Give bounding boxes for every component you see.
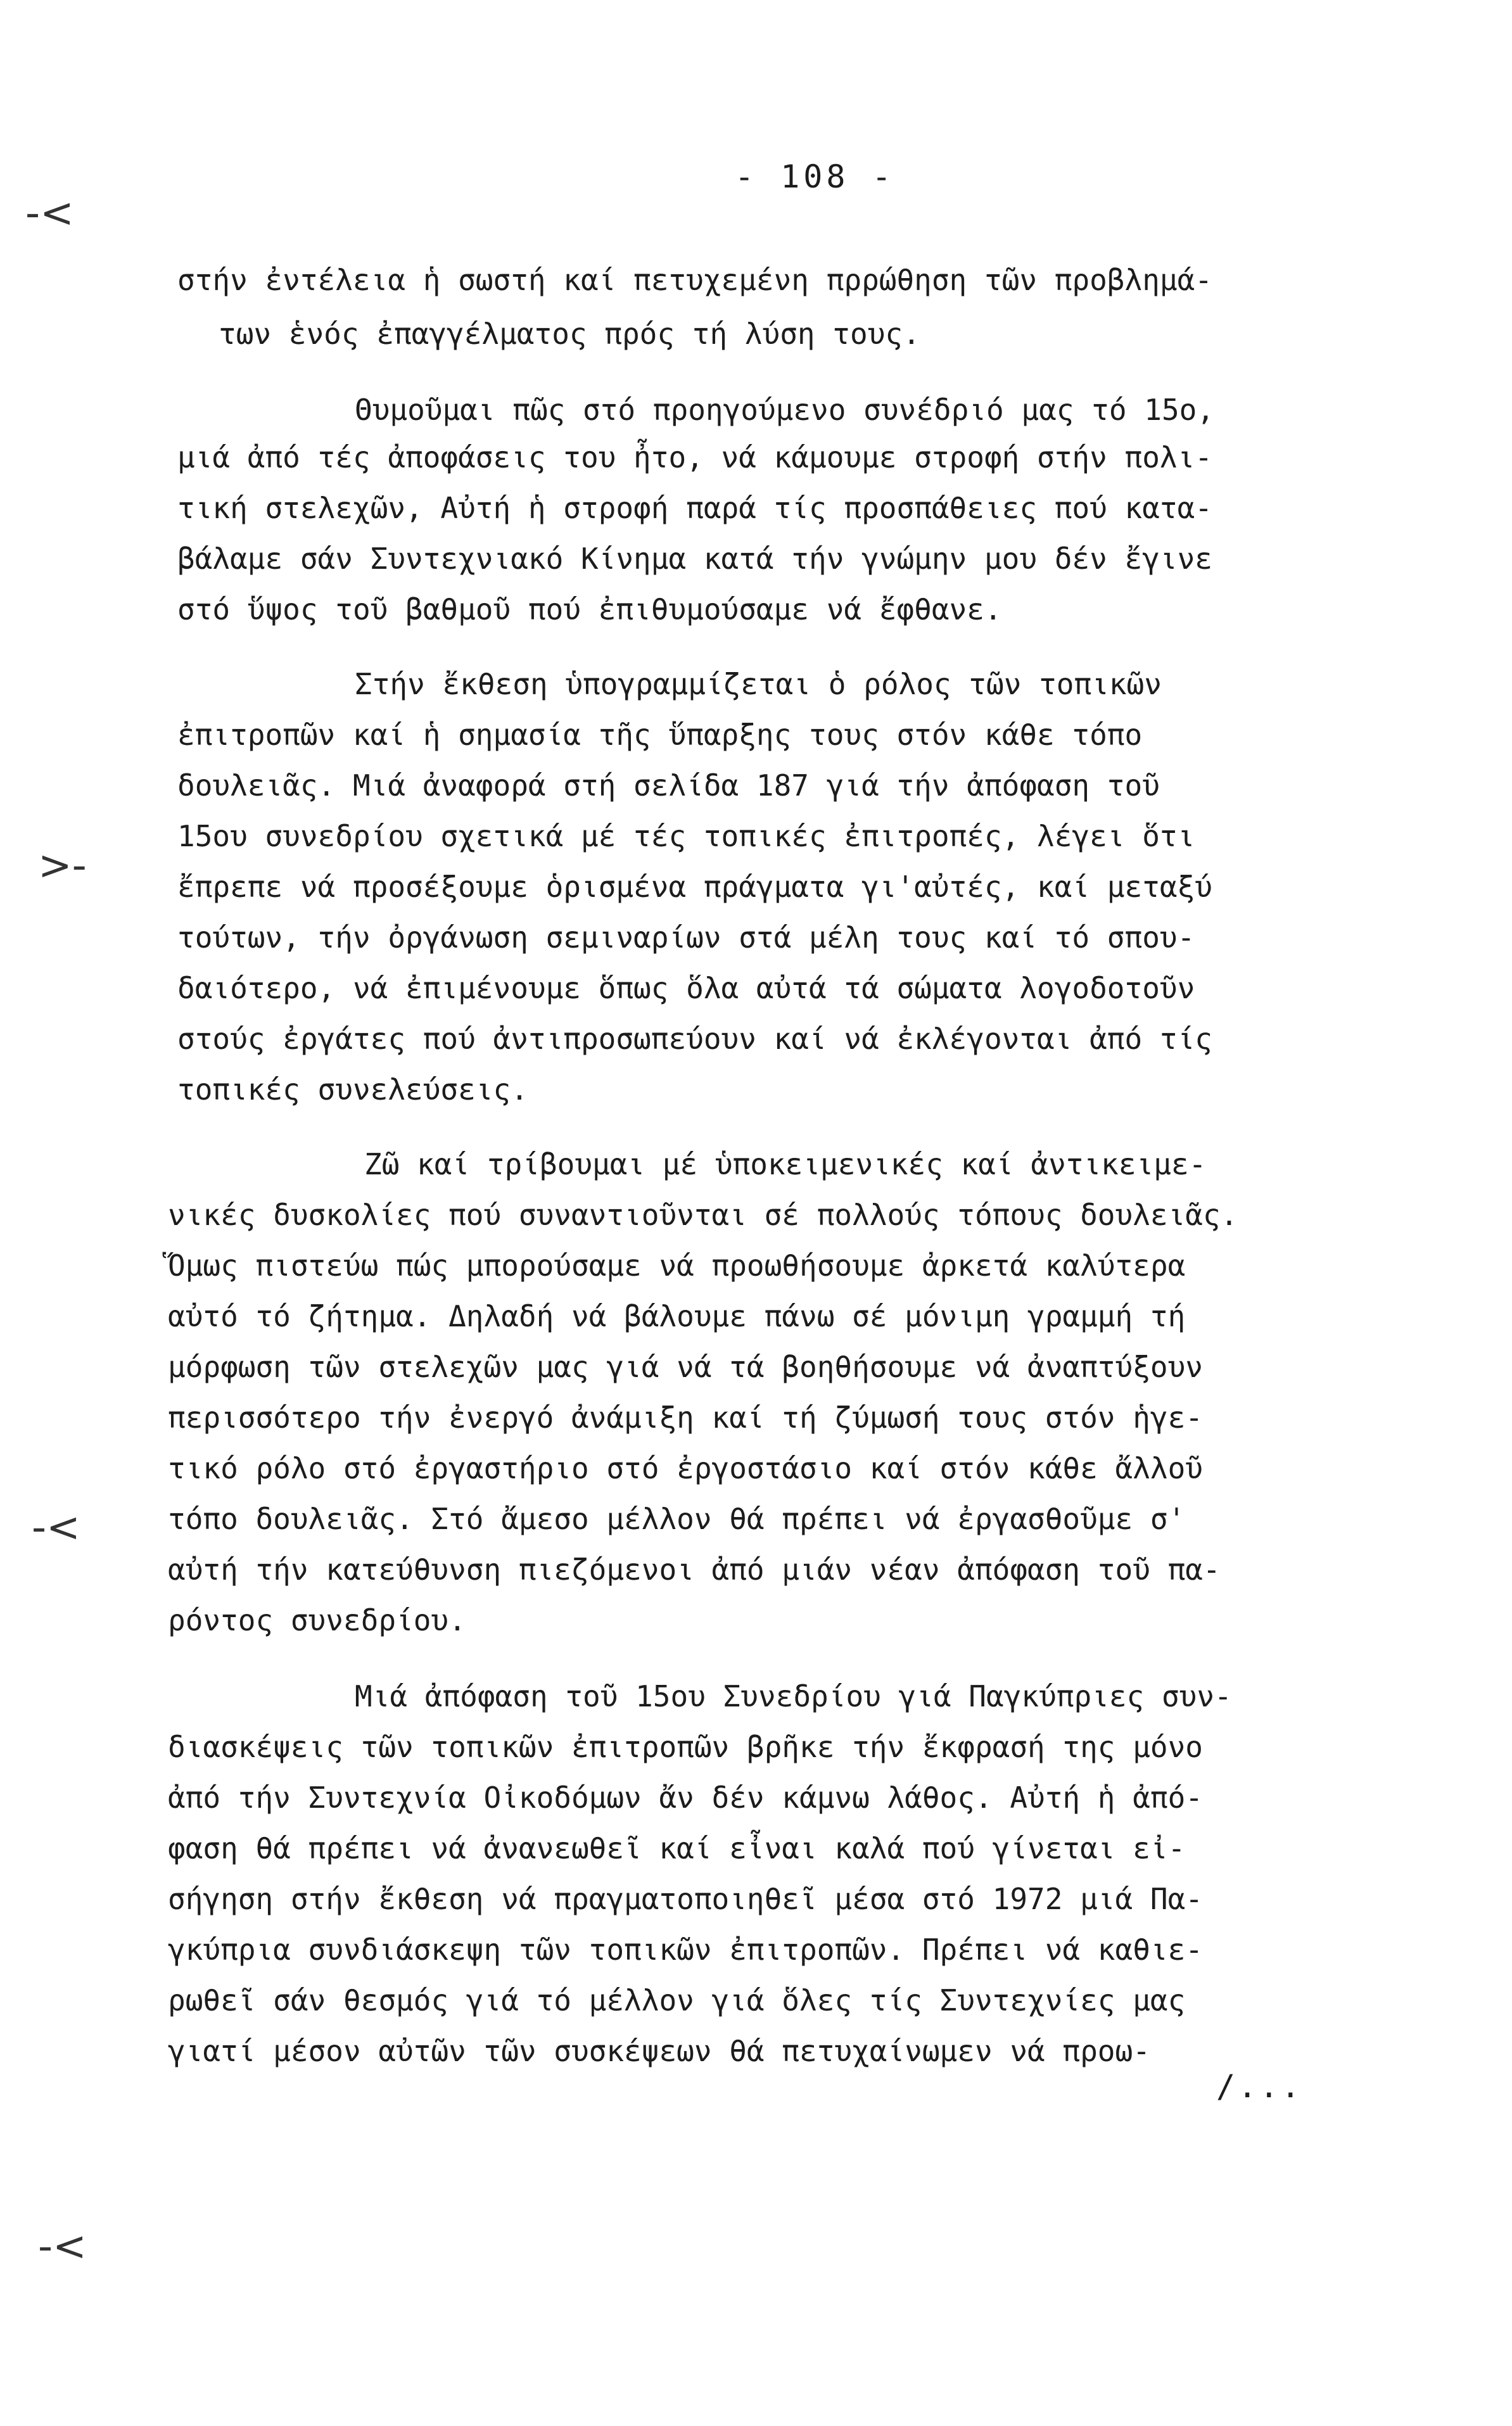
page-number: - 108 -: [735, 158, 895, 195]
margin-mark: -<: [38, 2223, 87, 2270]
text-line: αὐτό τό ζήτημα. Δηλαδή νά βάλουμε πάνω σέ μόνιμη γραμμή τή: [168, 1299, 1186, 1333]
text-line: περισσότερο τήν ἐνεργό ἀνάμιξη καί τή ζύμωσή τους στόν ἡγε-: [168, 1400, 1203, 1435]
text-line: ρωθεῖ σάν θεσμός γιά τό μέλλον γιά ὅλες τίς Συντεχνίες μας: [168, 1983, 1186, 2017]
text-line: 15ου συνεδρίου σχετικά μέ τές τοπικές ἐπιτροπές, λέγει ὅτι: [177, 819, 1195, 853]
text-line: ἀπό τήν Συντεχνία Οἰκοδόμων ἄν δέν κάμνω λάθος. Αὐτή ἡ ἀπό-: [168, 1781, 1203, 1815]
text-line: γιατί μέσον αὐτῶν τῶν συσκέψεων θά πετυχαίνωμεν νά προω-: [168, 2034, 1150, 2068]
text-line: φαση θά πρέπει νά ἀνανεωθεῖ καί εἶναι καλά πού γίνεται εἰ-: [168, 1831, 1186, 1865]
text-line: ἔπρεπε νά προσέξουμε ὁρισμένα πράγματα γι'αὐτές, καί μεταξύ: [177, 870, 1212, 904]
text-line: Ὅμως πιστεύω πώς μπορούσαμε νά προωθήσουμε ἀρκετά καλύτερα: [168, 1248, 1186, 1283]
text-line: νικές δυσκολίες πού συναντιοῦνται σέ πολλούς τόπους δουλειᾶς.: [168, 1198, 1238, 1232]
margin-mark: >-: [38, 842, 87, 889]
text-line: Μιά ἀπόφαση τοῦ 15ου Συνεδρίου γιά Παγκύπριες συν-: [355, 1679, 1232, 1713]
text-line: δουλειᾶς. Μιά ἀναφορά στή σελίδα 187 γιά τήν ἀπόφαση τοῦ: [177, 768, 1160, 803]
text-line: στούς ἐργάτες πού ἀντιπροσωπεύουν καί νά ἐκλέγονται ἀπό τίς: [177, 1022, 1212, 1056]
text-line: σήγηση στήν ἔκθεση νά πραγματοποιηθεῖ μέσα στό 1972 μιά Πα-: [168, 1882, 1203, 1916]
text-line: μιά ἀπό τές ἀποφάσεις του ἦτο, νά κάμουμε στροφή στήν πολι-: [177, 440, 1212, 474]
text-line: τόπο δουλειᾶς. Στό ἄμεσο μέλλον θά πρέπει νά ἐργασθοῦμε σ': [168, 1502, 1186, 1536]
text-line: τούτων, τήν ὀργάνωση σεμιναρίων στά μέλη τους καί τό σπου-: [177, 920, 1195, 955]
text-line: διασκέψεις τῶν τοπικῶν ἐπιτροπῶν βρῆκε τήν ἔκφρασή της μόνο: [168, 1730, 1203, 1764]
margin-mark: -<: [25, 190, 74, 237]
text-line: τοπικές συνελεύσεις.: [177, 1072, 528, 1107]
text-line: στό ὕψος τοῦ βαθμοῦ πού ἐπιθυμούσαμε νά ἔφθανε.: [177, 592, 1002, 626]
text-line: Στήν ἔκθεση ὑπογραμμίζεται ὁ ρόλος τῶν τοπικῶν: [355, 667, 1162, 701]
text-line: τικό ρόλο στό ἐργαστήριο στό ἐργοστάσιο καί στόν κάθε ἄλλοῦ: [168, 1451, 1203, 1485]
text-line: ρόντος συνεδρίου.: [168, 1603, 466, 1637]
continuation-mark: /...: [1216, 2068, 1303, 2105]
text-line: Ζῶ καί τρίβουμαι μέ ὑποκειμενικές καί ἀντικειμε-: [364, 1147, 1207, 1181]
text-line: Θυμοῦμαι πῶς στό προηγούμενο συνέδριό μας τό 15ο,: [355, 393, 1215, 427]
text-line: στήν ἐντέλεια ἡ σωστή καί πετυχεμένη πρρώθηση τῶν προβλημά-: [177, 263, 1212, 297]
text-line: μόρφωση τῶν στελεχῶν μας γιά νά τά βοηθήσουμε νά ἀναπτύξουν: [168, 1350, 1203, 1384]
text-line: αὐτή τήν κατεύθυνση πιεζόμενοι ἀπό μιάν νέαν ἀπόφαση τοῦ πα-: [168, 1553, 1221, 1587]
text-line: τική στελεχῶν, Αὐτή ἡ στροφή παρά τίς προσπάθειες πού κατα-: [177, 491, 1212, 525]
margin-mark: -<: [32, 1504, 80, 1551]
text-line: βάλαμε σάν Συντεχνιακό Κίνημα κατά τήν γνώμην μου δέν ἔγινε: [177, 542, 1212, 576]
text-line: γκύπρια συνδιάσκεψη τῶν τοπικῶν ἐπιτροπῶν. Πρέπει νά καθιε-: [168, 1933, 1203, 1967]
text-line: των ἑνός ἐπαγγέλματος πρός τή λύση τους.: [219, 317, 920, 351]
text-line: ἐπιτροπῶν καί ἡ σημασία τῆς ὕπαρξης τους στόν κάθε τόπο: [177, 718, 1143, 752]
text-line: δαιότερο, νά ἐπιμένουμε ὅπως ὅλα αὐτά τά σώματα λογοδοτοῦν: [177, 971, 1195, 1005]
